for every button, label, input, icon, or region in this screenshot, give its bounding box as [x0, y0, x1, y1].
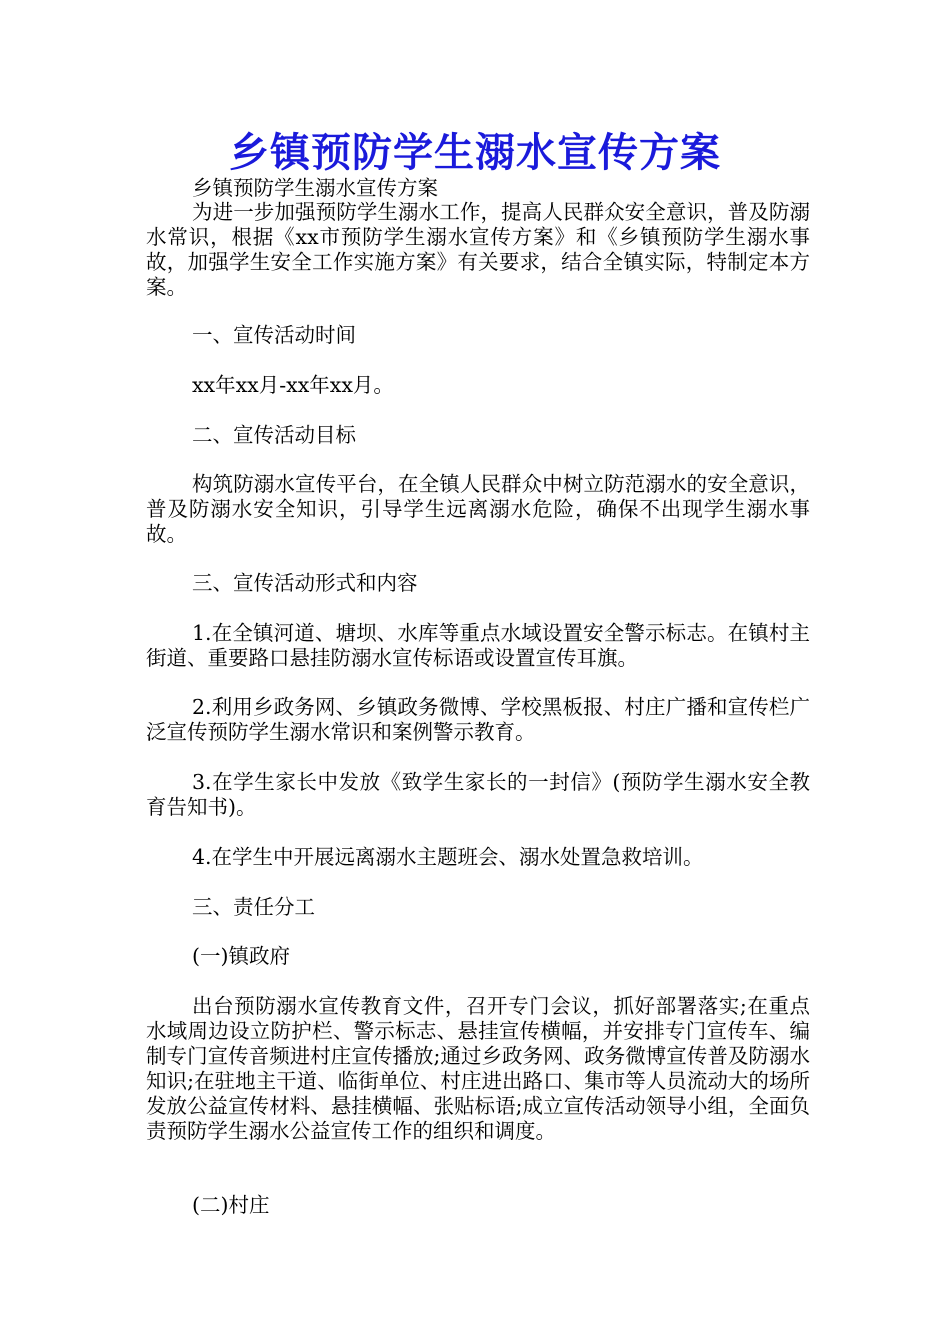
list-item-2: 2.利用乡政务网、乡镇政务微博、学校黑板报、村庄广播和宣传栏广泛宣传预防学生溺水常识和案例警示教育。 [146, 695, 810, 744]
subsection-1-paragraph: 出台预防溺水宣传教育文件，召开专门会议，抓好部署落实;在重点水域周边设立防护栏、警示标志、悬挂宣传横幅，并安排专门宣传车、编制专门宣传音频进村庄宣传播放;通过乡政务网、政务微博宣传普及防溺水知识;在驻地主干道、临街单位、村庄进出路口、集市等人员流动大的场所发放公益宣传材料、悬挂横幅、张贴标语;成立宣传活动领导小组，全面负责预防学生溺水公益宣传工作的组织和调度。 [146, 994, 810, 1143]
list-item-4: 4.在学生中开展远离溺水主题班会、溺水处置急救培训。 [192, 845, 704, 869]
section-3-heading: 三、宣传活动形式和内容 [192, 571, 418, 595]
document-title: 乡镇预防学生溺水宣传方案 [229, 129, 721, 176]
section-2-paragraph: 构筑防溺水宣传平台，在全镇人民群众中树立防范溺水的安全意识，普及防溺水安全知识，引导学生远离溺水危险，确保不出现学生溺水事故。 [146, 472, 810, 546]
section-4-heading: 三、责任分工 [192, 895, 315, 919]
section-1-heading: 一、宣传活动时间 [192, 323, 356, 347]
intro-paragraph: 为进一步加强预防学生溺水工作，提高人民群众安全意识，普及防溺水常识，根据《xx市预防学生溺水宣传方案》和《乡镇预防学生溺水事故，加强学生安全工作实施方案》有关要求，结合全镇实际，特制定本方案。 [146, 200, 810, 299]
document-subtitle: 乡镇预防学生溺水宣传方案 [192, 176, 438, 200]
list-item-3: 3.在学生家长中发放《致学生家长的一封信》(预防学生溺水安全教育告知书)。 [146, 770, 810, 819]
subsection-2-heading: (二)村庄 [192, 1193, 270, 1217]
subsection-1-heading: (一)镇政府 [192, 944, 290, 968]
section-2-heading: 二、宣传活动目标 [192, 423, 356, 447]
section-1-text: xx年xx月-xx年xx月。 [192, 373, 394, 397]
list-item-1: 1.在全镇河道、塘坝、水库等重点水域设置安全警示标志。在镇村主街道、重要路口悬挂防溺水宣传标语或设置宣传耳旗。 [146, 621, 810, 670]
